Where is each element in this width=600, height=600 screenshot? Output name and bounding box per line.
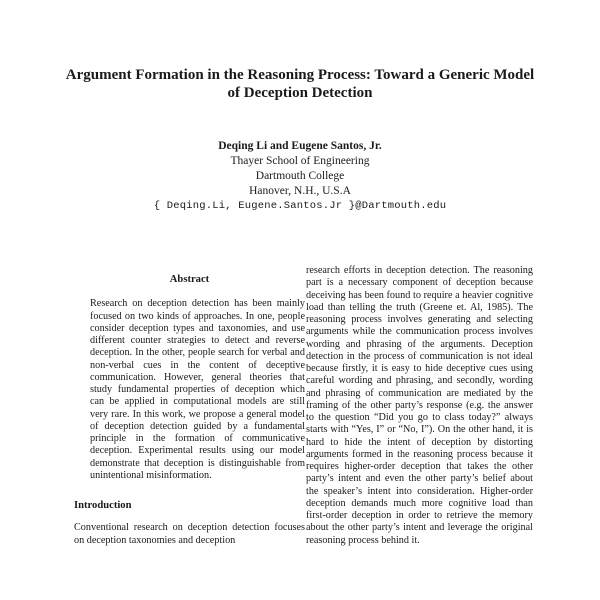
author-location: Hanover, N.H., U.S.A [249,185,351,197]
introduction-heading: Introduction [74,500,132,511]
abstract-heading: Abstract [169,274,210,285]
left-column [74,266,305,547]
author-email: { Deqing.Li, Eugene.Santos.Jr }@Dartmouth.edu [153,200,447,212]
introduction-body: Conventional research on deception detection focuses on deception taxonomies and deception [74,522,305,546]
author-names: Deqing Li and Eugene Santos, Jr. [218,140,382,152]
right-column [306,265,533,547]
abstract-body: Research on deception detection has been mainly focused on two kinds of approaches. In one, people consider deception types and taxonomies, and use different counter strategies to detect and reverse deception. In the other, people search for verbal and non-verbal cues in the content of deceptive communication. However, general theories that study fundamental properties of deception which can be applied in computational models are still very rare. In this work, we propose a general model of deception detection guided by a fundamental principle in the formation of communicative deception. Experimental results using our model demonstrate that deception is distinguishable from unintentional misinformation. [90,298,305,481]
paper-title: Argument Formation in the Reasoning Process: Toward a Generic Model of Deception Detection [65,67,535,101]
author-school: Thayer School of Engineering [230,155,370,167]
right-column-body: research efforts in deception detection. The reasoning part is a necessary component of deception because deceiving has been found to require a heavier cognitive load than telling the truth (Greene et. Al, 1985). The reasoning process involves generating and selecting arguments while the communication process involves wording and phrasing of the arguments. Deception detection in the process of communication is not ideal because firstly, it is easy to hide deceptive cues using careful wording and phrasing, and secondly, wording and phrasing of communication are mediated by the framing of the other party’s response (e.g. the answer to the question “Did you go to class today?” always starts with “Yes, I” or “No, I”). On the other hand, it is hard to hide the intent of deception by distorting arguments formed in the reasoning process because it requires higher-order deception that takes the other party’s intent and even the other party’s belief about the speaker’s intent into consideration. Higher-order deception demands much more cognitive load than first-order deception in order to retrieve the memory about the other party’s intent and leverage the original reasoning process behind it. [306,265,533,546]
author-college: Dartmouth College [255,170,345,182]
author-block [100,139,500,214]
